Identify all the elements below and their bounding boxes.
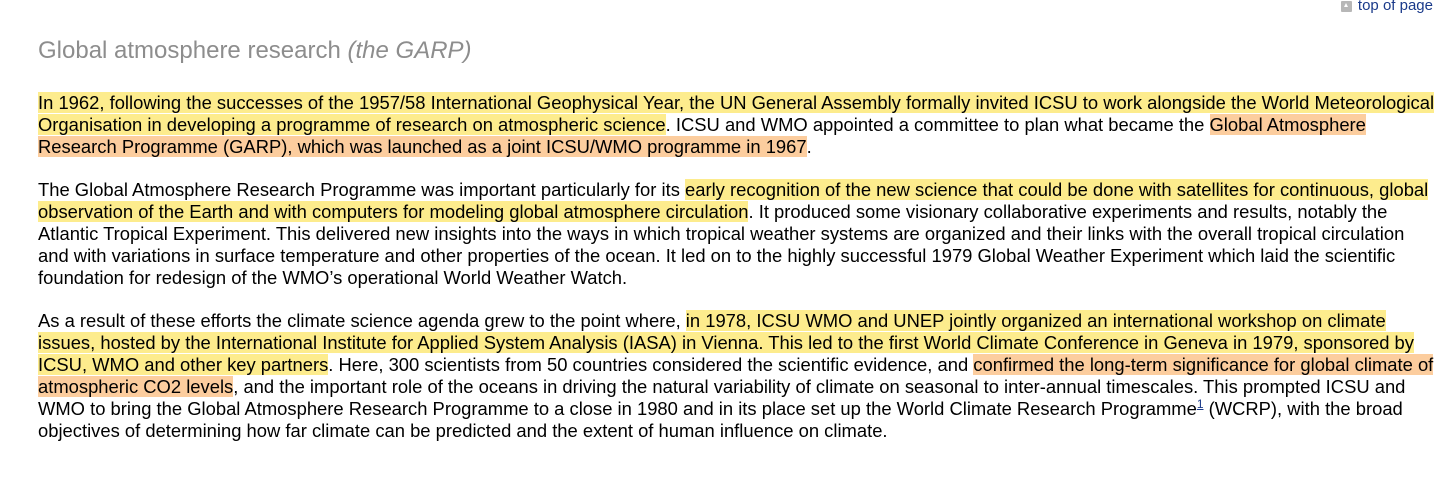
text-run: . It produced some visionary collaborative experiments and results, notably the Atlantic Tropical Experiment. This delivered new insights into the ways in which tropical weather systems are organized and their links with the overall tropical circulation and with variations in surface temperature and other properties of the ocean. It led on to the highly successful 1979 Global Weather Experiment which laid the scientific foundation for redesign of the WMO’s operational World Weather Watch. [38,201,1405,288]
highlight-yellow: early recognition of the new science that could be done with satellites for continuous, global observation of the Earth and with computers for modeling global atmosphere circulation [38,179,1429,222]
highlight-yellow: in 1978, ICSU WMO and UNEP jointly organized an international workshop on climate issues, hosted by the International Institute for Applied System Analysis (IASA) in Vienna. This led to the first World Climate Conference in Geneva in 1979, sponsored by ICSU, WMO and other key partners [38,310,1414,375]
paragraph-garp-importance [38,179,1438,289]
paragraph-garp-origin [38,92,1438,158]
highlight-orange: Global Atmosphere Research Programme (GARP), which was launched as a joint ICSU/WMO programme in 1967 [38,114,1366,157]
text-run: The Global Atmosphere Research Programme was important particularly for its [38,179,685,200]
highlight-yellow: In 1962, following the successes of the 1957/58 International Geophysical Year, the UN General Assembly formally invited ICSU to work alongside the World Meteorological Organisation in developing a programme of research on atmospheric science [38,92,1435,135]
top-of-page-link[interactable] [1341,0,1433,15]
text-run: . Here, 300 scientists from 50 countries considered the scientific evidence, and [328,354,974,375]
section-heading [38,34,1438,68]
text-run: As a result of these efforts the climate science agenda grew to the point where, [38,310,686,331]
top-of-page-label: top of page [1357,0,1433,14]
section-title: Global atmosphere research [38,37,341,64]
footnote-link[interactable]: 1 [1196,396,1204,411]
text-run: . ICSU and WMO appointed a committee to plan what became the [665,114,1210,135]
section-subtitle: (the GARP) [347,37,472,64]
text-run: , and the important role of the oceans in driving the natural variability of climate on seasonal to inter-annual timescales. This prompted ICSU and WMO to bring the Global Atmosphere Research Programme to a close in 1980 and in its place set up the World Climate Research Programme [38,376,1406,419]
main-content [38,34,1438,463]
paragraph-climate-agenda [38,310,1438,442]
text-run: (WCRP), with the broad objectives of determining how far climate can be predicted and the extent of human influence on climate. [38,398,1403,441]
text-run: . [806,136,812,157]
highlight-orange: confirmed the long-term significance for global climate of atmospheric CO2 levels [38,354,1434,397]
arrow-up-icon [1341,1,1352,12]
